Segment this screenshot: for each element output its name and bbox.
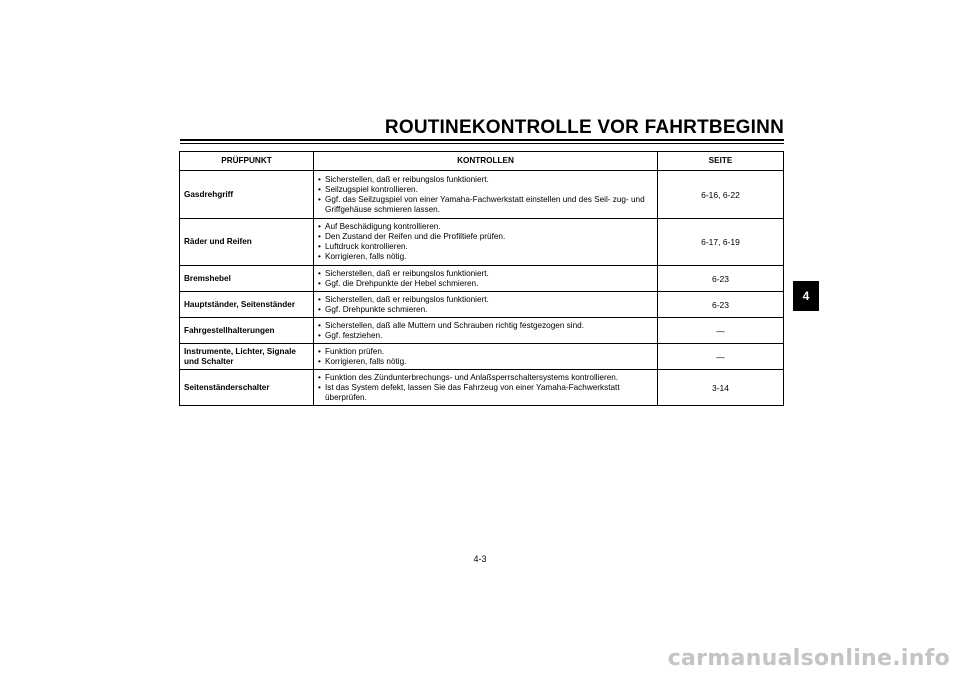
- row-page: 6-16, 6-22: [658, 171, 784, 219]
- row-checks: [314, 318, 658, 344]
- row-item: Räder und Reifen: [180, 219, 314, 266]
- page-number: 4-3: [473, 554, 487, 564]
- row-page: 6-23: [658, 292, 784, 318]
- check-item: • Luftdruck kontrollieren.: [318, 242, 653, 252]
- row-page: —: [658, 318, 784, 344]
- row-page: 3-14: [658, 370, 784, 406]
- check-item: • Ist das System defekt, lassen Sie das Fahrzeug von einer Yamaha-Fachwerkstatt überprüfen.: [318, 383, 653, 403]
- page-title: ROUTINEKONTROLLE VOR FAHRTBEGINN: [384, 117, 784, 138]
- check-item: • Seilzugspiel kontrollieren.: [318, 185, 653, 195]
- title-rule-thick: [180, 139, 784, 141]
- row-item: Fahrgestellhalterungen: [180, 318, 314, 344]
- check-item: • Sicherstellen, daß er reibungslos funktioniert.: [318, 175, 653, 185]
- title-rule-thin: [180, 143, 784, 144]
- row-item: Instrumente, Lichter, Signale und Schalter: [180, 344, 314, 370]
- row-page: 6-17, 6-19: [658, 219, 784, 266]
- check-item: • Auf Beschädigung kontrollieren.: [318, 222, 653, 232]
- row-checks: [314, 219, 658, 266]
- table-row: [180, 370, 784, 406]
- table-row: [180, 171, 784, 219]
- check-item: • Ggf. festziehen.: [318, 331, 653, 341]
- row-checks: [314, 266, 658, 292]
- header-page: SEITE: [658, 152, 784, 171]
- check-item: • Korrigieren, falls nötig.: [318, 357, 653, 367]
- header-checks: KONTROLLEN: [314, 152, 658, 171]
- table-header-row: [180, 152, 784, 171]
- table-row: [180, 344, 784, 370]
- table-row: [180, 318, 784, 344]
- header-item: PRÜFPUNKT: [180, 152, 314, 171]
- table-row: [180, 219, 784, 266]
- check-item: • Sicherstellen, daß alle Muttern und Schrauben richtig festgezogen sind.: [318, 321, 653, 331]
- table-row: [180, 292, 784, 318]
- check-item: • Ggf. das Seilzugspiel von einer Yamaha-Fachwerkstatt einstellen und des Seil- zug- und Griffgehäuse schmieren lassen.: [318, 195, 653, 215]
- row-checks: [314, 171, 658, 219]
- row-checks: [314, 292, 658, 318]
- row-page: —: [658, 344, 784, 370]
- check-item: • Funktion des Zündunterbrechungs- und Anlaßsperrschaltersystems kontrollieren.: [318, 373, 653, 383]
- check-item: • Sicherstellen, daß er reibungslos funktioniert.: [318, 269, 653, 279]
- row-page: 6-23: [658, 266, 784, 292]
- row-checks: [314, 344, 658, 370]
- row-item: Bremshebel: [180, 266, 314, 292]
- row-item: Hauptständer, Seitenständer: [180, 292, 314, 318]
- check-item: • Sicherstellen, daß er reibungslos funktioniert.: [318, 295, 653, 305]
- table-row: [180, 266, 784, 292]
- checklist-table: [179, 151, 784, 406]
- check-item: • Ggf. Drehpunkte schmieren.: [318, 305, 653, 315]
- check-item: • Ggf. die Drehpunkte der Hebel schmieren.: [318, 279, 653, 289]
- check-item: • Korrigieren, falls nötig.: [318, 252, 653, 262]
- row-item: Gasdrehgriff: [180, 171, 314, 219]
- watermark: carmanualsonline.info: [667, 646, 950, 671]
- row-item: Seitenständerschalter: [180, 370, 314, 406]
- check-item: • Funktion prüfen.: [318, 347, 653, 357]
- check-item: • Den Zustand der Reifen und die Profiltiefe prüfen.: [318, 232, 653, 242]
- row-checks: [314, 370, 658, 406]
- chapter-tab: 4: [793, 281, 819, 311]
